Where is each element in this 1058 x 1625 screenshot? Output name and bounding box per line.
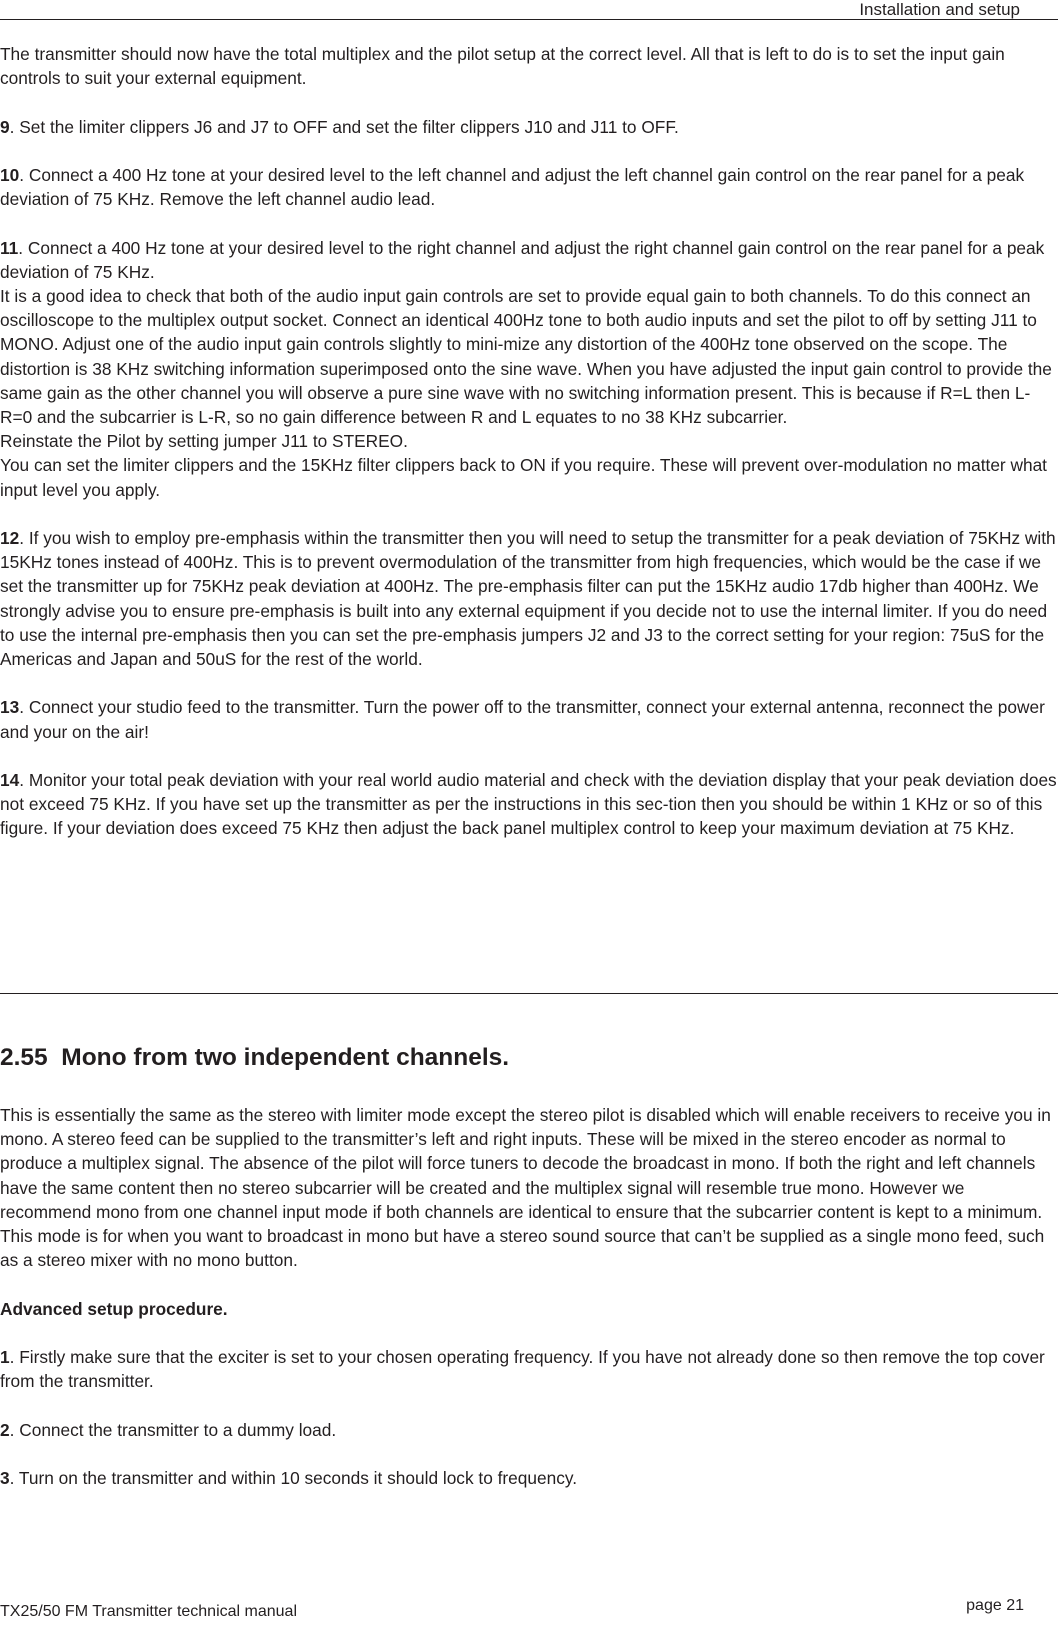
step-text: . If you wish to employ pre-emphasis within the transmitter then you will need to setup the transmitter for a peak deviation of 75KHz with 15KHz tones instead of 400Hz. This is to prevent overmodulation of the transmitter from high frequencies, which would be the case if we set the transmitter up for 75KHz peak deviation at 400Hz. The pre-emphasis filter can put the 15KHz audio 17db higher than 400Hz. We strongly advise you to ensure pre-emphasis is built into any external equipment if you decide not to use the internal limiter. If you do need to use the internal pre-emphasis then you can set the pre-emphasis jumpers J2 and J3 to the correct setting for your region: 75uS for the Americas and Japan and 50uS for the rest of the world.: [0, 528, 1056, 670]
step-number: 2: [0, 1419, 10, 1440]
step-12: [0, 526, 1058, 671]
step-11: [0, 236, 1058, 284]
step-14: [0, 768, 1058, 841]
step-number: 9: [0, 116, 10, 137]
step-text: . Monitor your total peak deviation with your real world audio material and check with the deviation display that your peak deviation does not exceed 75 KHz. If you have set up the transmitter as per the instructions in this sec-tion then you should be within 1 KHz or so of this figure. If your deviation does exceed 75 KHz then adjust the back panel multiplex control to keep your maximum deviation at 75 KHz.: [0, 770, 1057, 839]
step-number: 13: [0, 697, 20, 718]
step-text: . Connect a 400 Hz tone at your desired level to the left channel and adjust the left channel gain control on the rear panel for a peak deviation of 75 KHz. Remove the left channel audio lead.: [0, 164, 1025, 210]
footer-manual-title: TX25/50 FM Transmitter technical manual: [0, 1603, 298, 1620]
section-body: This is essentially the same as the stereo with limiter mode except the stereo pilot is disabled which will enable receivers to receive you in mono. A stereo feed can be supplied to the transmitter’s left and right inputs. These will be mixed in the stereo encoder as normal to produce a multiplex signal. The absence of the pilot will force tuners to decode the broadcast in mono. If both the right and left channels have the same content then no stereo subcarrier will be created and the multiplex signal will resemble true mono. However we recommend mono from one channel input mode if both channels are identical to ensure that the subcarrier content is kept to a minimum. This mode is for when you want to broadcast in mono but have a stereo sound source that can’t be supplied as a single mono feed, such as a stereo mixer with no mono button.: [0, 1105, 1051, 1271]
subheading-text: Advanced setup procedure.: [0, 1298, 228, 1319]
step-number: 3: [0, 1467, 10, 1488]
step-11-note-limiter: You can set the limiter clippers and the 15KHz filter clippers back to ON if you require. These will prevent over-modulation no matter what input level you apply.: [0, 455, 1047, 500]
section-divider: [0, 993, 1058, 994]
footer-page-number: page 21: [966, 1597, 1024, 1614]
step-11-note-pilot: Reinstate the Pilot by setting jumper J11 to STEREO.: [0, 431, 408, 452]
step-text: . Connect your studio feed to the transmitter. Turn the power off to the transmitter, connect your external antenna, reconnect the power and your on the air!: [0, 697, 1045, 742]
step-number: 12: [0, 528, 20, 548]
step-13: [0, 695, 1058, 743]
step-number: 1: [0, 1347, 10, 1367]
running-header: Installation and setup: [859, 0, 1020, 19]
setup-step-1: [0, 1345, 1058, 1393]
subheading: [0, 1297, 1058, 1321]
section-content: [0, 1103, 1058, 1514]
step-11-note-gain: It is a good idea to check that both of the audio input gain controls are set to provide equal gain to both channels. To do this connect an oscilloscope to the multiplex output socket. Connect an identical 400Hz tone to both audio inputs and set the pilot to off by setting J11 to MONO. Adjust one of the audio input gain controls slightly to mini-mize any distortion of the 400Hz tone observed on the scope. The distortion is 38 KHz switching information superimposed onto the sine wave. When you have adjusted the input gain control to provide the same gain as the other channel you will observe a pure sine wave with no switching information present. This is because if R=L then L-R=0 and the subcarrier is L-R, so no gain difference between R and L equates to no 38 KHz subcarrier.: [0, 285, 1052, 427]
section-heading: 2.55 Mono from two independent channels.: [0, 1044, 510, 1071]
setup-step-3: [0, 1466, 1058, 1490]
main-content: [0, 42, 1058, 865]
step-text: . Turn on the transmitter and within 10 seconds it should lock to frequency.: [9, 1467, 578, 1488]
step-number: 10: [0, 164, 20, 185]
step-text: . Connect the transmitter to a dummy load.: [9, 1419, 337, 1440]
setup-step-2: [0, 1418, 1058, 1442]
step-number: 11: [0, 237, 19, 258]
step-text: . Firstly make sure that the exciter is set to your chosen operating frequency. If you have not already done so then remove the top cover from the transmitter.: [0, 1347, 1045, 1392]
intro-paragraph: The transmitter should now have the total multiplex and the pilot setup at the correct level. All that is left to do is to set the input gain controls to suit your external equipment.: [0, 44, 1005, 89]
step-text: . Set the limiter clippers J6 and J7 to OFF and set the filter clippers J10 and J11 to OFF.: [9, 116, 679, 137]
step-9: [0, 115, 1058, 139]
step-number: 14: [0, 770, 20, 790]
header-rule: [0, 19, 1058, 20]
step-text: . Connect a 400 Hz tone at your desired level to the right channel and adjust the right channel gain control on the rear panel for a peak deviation of 75 KHz.: [0, 237, 1045, 282]
step-10: [0, 163, 1058, 211]
